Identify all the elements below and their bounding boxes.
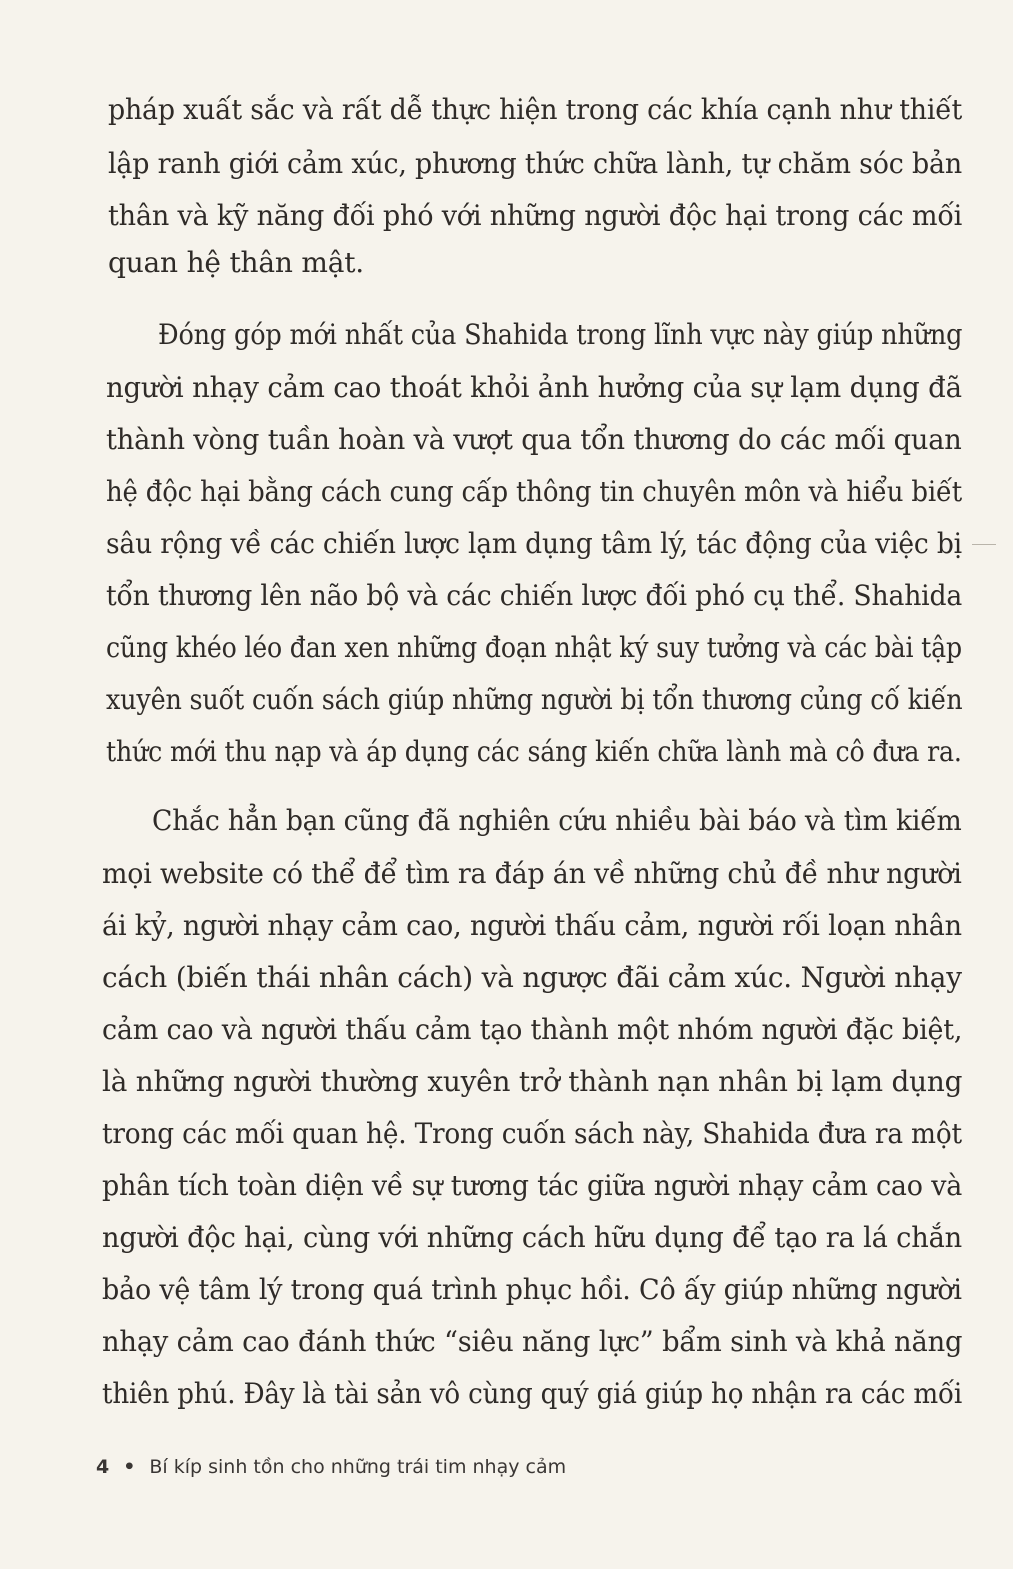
text-line: tổn thương lên não bộ và các chiến lược đối phó cụ thể. Shahida — [106, 579, 963, 612]
text-line: thức mới thu nạp và áp dụng các sáng kiến chữa lành mà cô đưa ra. — [106, 735, 962, 768]
text-line: pháp xuất sắc và rất dễ thực hiện trong các khía cạnh như thiết — [108, 93, 963, 126]
text-line: là những người thường xuyên trở thành nạn nhân bị lạm dụng — [102, 1065, 963, 1098]
text-line: hệ độc hại bằng cách cung cấp thông tin chuyên môn và hiểu biết — [106, 475, 963, 508]
text-line: trong các mối quan hệ. Trong cuốn sách này, Shahida đưa ra một — [102, 1117, 962, 1150]
text-line: người độc hại, cùng với những cách hữu dụng để tạo ra lá chắn — [102, 1221, 962, 1254]
text-line: phân tích toàn diện về sự tương tác giữa người nhạy cảm cao và — [102, 1169, 963, 1202]
text-line: mọi website có thể để tìm ra đáp án về những chủ đề như người — [102, 857, 962, 890]
text-line: xuyên suốt cuốn sách giúp những người bị tổn thương củng cố kiến — [106, 683, 963, 716]
footer-separator: • — [123, 1456, 136, 1478]
text-line: nhạy cảm cao đánh thức “siêu năng lực” bẩm sinh và khả năng — [102, 1325, 963, 1358]
text-line: cũng khéo léo đan xen những đoạn nhật ký suy tưởng và các bài tập — [106, 631, 962, 664]
page-footer — [96, 1456, 566, 1478]
text-line: ái kỷ, người nhạy cảm cao, người thấu cảm, người rối loạn nhân — [102, 909, 962, 942]
margin-mark — [972, 544, 996, 545]
text-line: thành vòng tuần hoàn và vượt qua tổn thương do các mối quan — [106, 423, 962, 456]
text-line: Chắc hẳn bạn cũng đã nghiên cứu nhiều bài báo và tìm kiếm — [152, 804, 962, 837]
text-line: bảo vệ tâm lý trong quá trình phục hồi. Cô ấy giúp những người — [102, 1273, 962, 1306]
page-number: 4 — [96, 1456, 110, 1478]
text-line: cảm cao và người thấu cảm tạo thành một nhóm người đặc biệt, — [102, 1013, 963, 1046]
text-line: sâu rộng về các chiến lược lạm dụng tâm lý, tác động của việc bị — [106, 527, 962, 560]
text-line: người nhạy cảm cao thoát khỏi ảnh hưởng của sự lạm dụng đã — [106, 371, 962, 404]
text-line: quan hệ thân mật. — [108, 246, 364, 279]
text-line: thân và kỹ năng đối phó với những người độc hại trong các mối — [108, 199, 963, 232]
running-title: Bí kíp sinh tồn cho những trái tim nhạy cảm — [149, 1456, 567, 1478]
text-line: thiên phú. Đây là tài sản vô cùng quý giá giúp họ nhận ra các mối — [102, 1377, 963, 1410]
text-line: cách (biến thái nhân cách) và ngược đãi cảm xúc. Người nhạy — [102, 961, 962, 994]
text-line: lập ranh giới cảm xúc, phương thức chữa lành, tự chăm sóc bản — [108, 147, 962, 180]
text-line: Đóng góp mới nhất của Shahida trong lĩnh vực này giúp những — [158, 318, 963, 351]
